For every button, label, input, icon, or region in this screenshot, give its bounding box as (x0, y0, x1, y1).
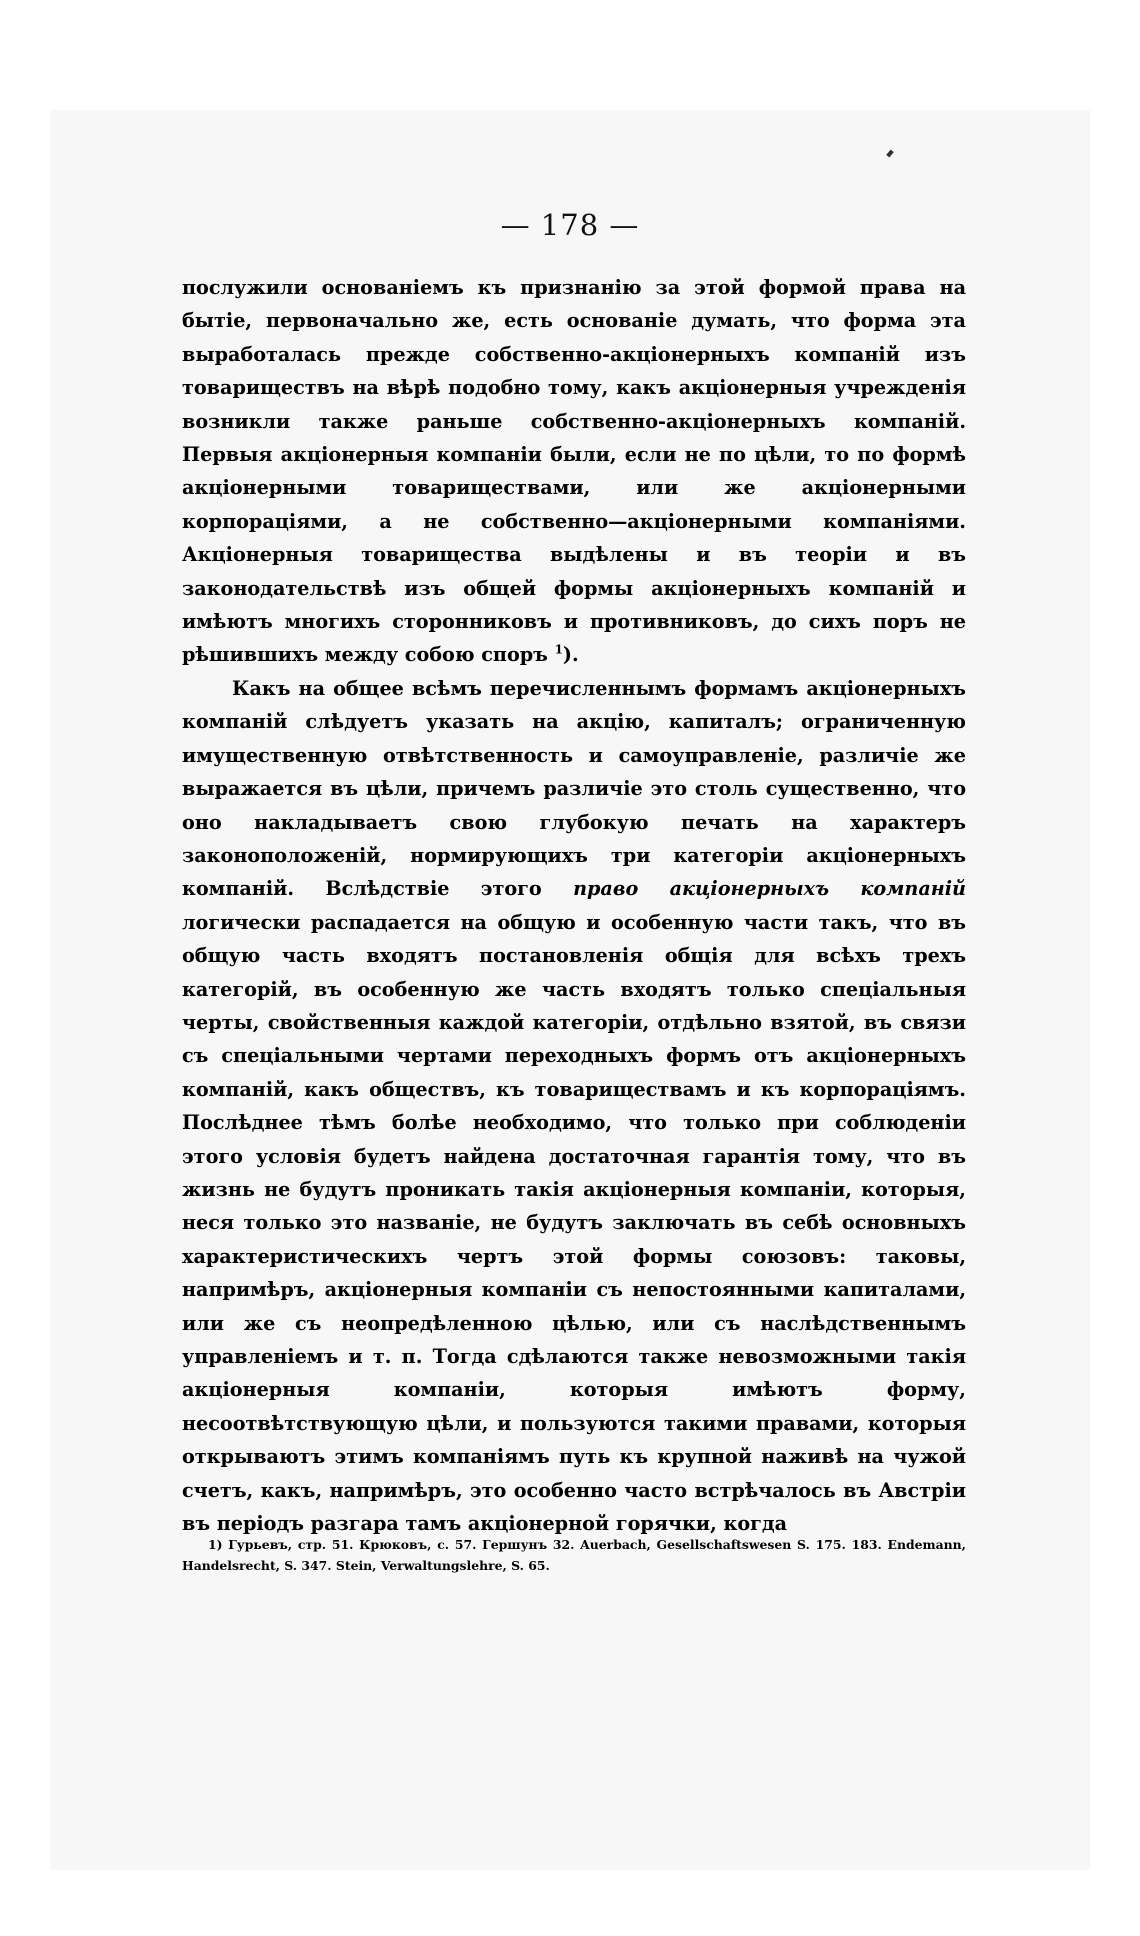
footnote (182, 1534, 966, 1576)
paragraph-2-emphasis: право акціонерныхъ компаній (573, 877, 966, 901)
page-number: — 178 — (500, 208, 640, 242)
paragraph-2-part2: логически распадается на общую и особенную части такъ, что въ общую часть входятъ постановленія общія для всѣхъ трехъ категорій, въ особенную же часть входятъ только спеціальныя черты, свойственныя каждой категоріи, отдѣльно взятой, въ связи съ спеціальными чертами переходныхъ формъ отъ акціонерныхъ компаній, какъ обществъ, къ товариществамъ и къ корпораціямъ. Послѣднее тѣмъ болѣе необходимо, что только при соблюденіи этого условія будетъ найдена достаточная гарантія тому, что въ жизнь не будутъ проникать такія акціонерныя компаніи, которыя, неся только это названіе, не будутъ заключать въ себѣ основныхъ характеристическихъ чертъ этой формы союзовъ: таковы, напримѣръ, акціонерныя компаніи съ непостоянными капиталами, или же съ неопредѣленною цѣлью, или съ наслѣдственнымъ управленіемъ и т. п. Тогда сдѣлаются также невозможными такія акціонерныя компаніи, которыя имѣютъ форму, несоотвѣтствующую цѣли, и пользуются такими правами, которыя открываютъ этимъ компаніямъ путь къ крупной наживѣ на чужой счетъ, какъ, напримѣръ, это особенно часто встрѣчалось въ Австріи въ періодъ разгара тамъ акціонерной горячки, когда (182, 910, 966, 1536)
paragraph-1-ending: . (572, 643, 579, 667)
paragraph-1-text: послужили основаніемъ къ признанію за этой формой права на бытіе, первоначально же, есть основаніе думать, что форма эта выработалась прежде собственно-акціонерныхъ компаній изъ товариществъ на вѣрѣ подобно тому, какъ акціонерныя учрежденія возникли также раньше собственно-акціонерныхъ компаній. Первыя акціонерныя компаніи были, если не по цѣли, то по формѣ акціонерными товариществами, или же акціонерными корпораціями, а не собственно—акціонерными компаніями. Акціонерныя товарищества выдѣлены и въ теоріи и въ законодательствѣ изъ общей формы акціонерныхъ компаній и имѣютъ многихъ сторонниковъ и противниковъ, до сихъ поръ не рѣшившихъ между собою споръ (182, 276, 966, 667)
paragraph-2-part1: Какъ на общее всѣмъ перечисленнымъ формамъ акціонерныхъ компаній слѣдуетъ указать на акцію, капиталъ; ограниченную имущественную отвѣтственность и самоуправленіе, различіе же выражается въ цѣли, причемъ различіе это столь существенно, что оно накладываетъ свою глубокую печать на характеръ законоположеній, нормирующихъ три категоріи акціонерныхъ компаній. Вслѣдствіе этого (182, 676, 966, 901)
paragraph-1: послужили основаніемъ къ признанію за этой формой права на бытіе, первоначально же, есть основаніе думать, что форма эта выработалась прежде собственно-акціонерныхъ компаній изъ товариществъ на вѣрѣ подобно тому, какъ акціонерныя учрежденія возникли также раньше собственно-акціонерныхъ компаній. Первыя акціонерныя компаніи были, если не по цѣли, то по формѣ акціонерными товариществами, или же акціонерными корпораціями, а не собственно—акціонерными компаніями. Акціонерныя товарищества выдѣлены и въ теоріи и въ законодательствѣ изъ общей формы акціонерныхъ компаній и имѣютъ многихъ сторонниковъ и противниковъ, до сихъ поръ не рѣшившихъ между собою споръ $^1$). (182, 276, 966, 667)
footnote-ref: 1 (554, 643, 563, 658)
paragraph-2 (182, 672, 966, 1541)
footnote-text: 1) Гурьевъ, стр. 51. Крюковъ, с. 57. Гершунъ 32. Auerbach, Gesellschaftswesen S. 175. 183. Endemann, Handelsrecht, S. 347. Stein, Verwaltungslehre, S. 65. (182, 1537, 966, 1573)
body-text (182, 271, 966, 1540)
